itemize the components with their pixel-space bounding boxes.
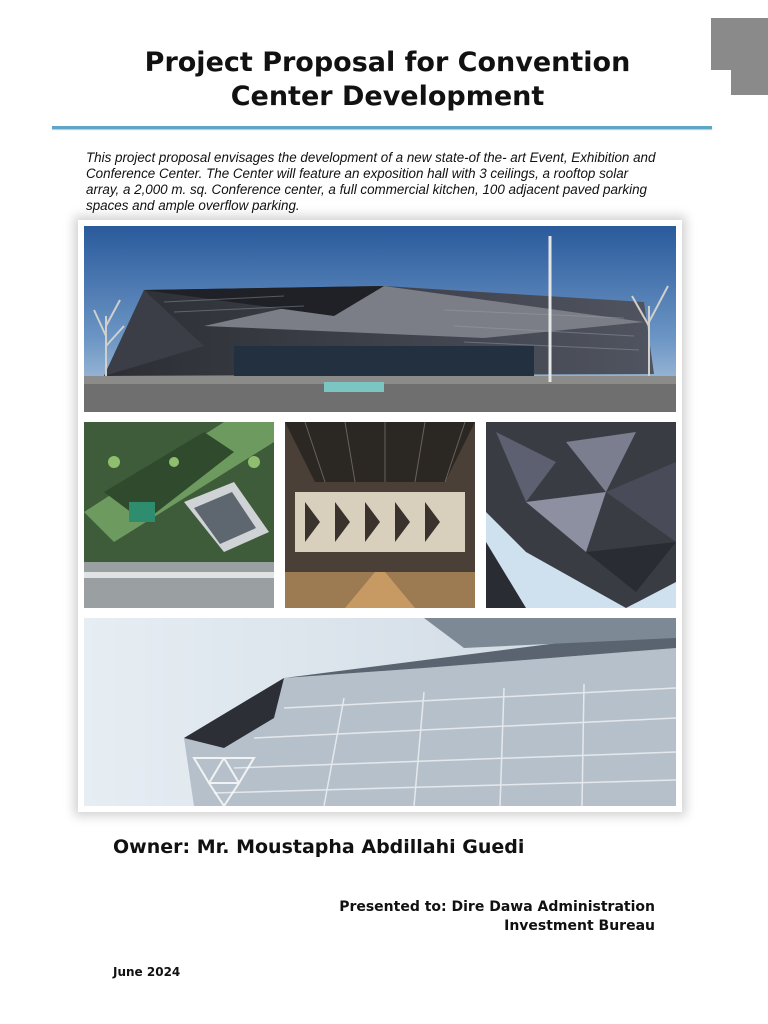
presented-to-line-1: Presented to: Dire Dawa Administration <box>339 899 655 915</box>
document-date: June 2024 <box>113 965 181 979</box>
intro-paragraph: This project proposal envisages the development of a new state-of the- art Event, Exhibition and Conference Center. The Center will feature an exposition hall with 3 ceilings, a rooftop solar array, a 2,000 m. sq. Conference center, a full commercial kitchen, 100 adjacent paved parking spaces and ample overflow parking. <box>86 150 656 213</box>
page-title <box>60 46 715 114</box>
presented-to-block <box>300 898 655 936</box>
building-exterior-photo <box>84 226 676 412</box>
owner-line: Owner: Mr. Moustapha Abdillahi Guedi <box>113 836 525 858</box>
aerial-site-photo <box>84 422 274 608</box>
title-line-1: Project Proposal for Convention <box>144 47 631 78</box>
title-line-2: Center Development <box>230 81 545 112</box>
facade-closeup-photo <box>84 618 676 806</box>
title-divider <box>52 126 712 129</box>
presented-to-line-2: Investment Bureau <box>504 918 655 934</box>
interior-hall-photo <box>285 422 475 608</box>
facade-detail-photo <box>486 422 676 608</box>
photo-collage <box>78 220 682 812</box>
